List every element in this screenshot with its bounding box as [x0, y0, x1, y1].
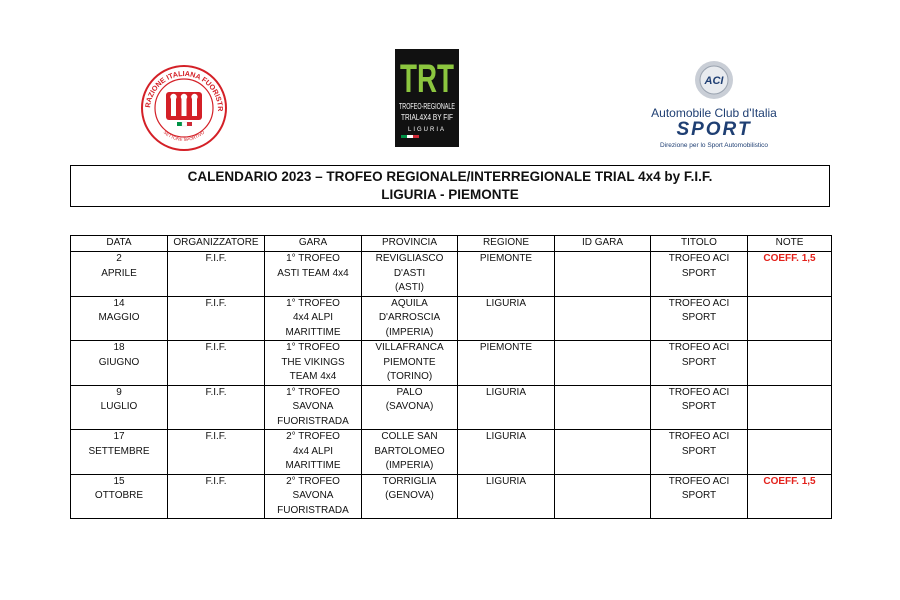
cell-data-line: 2 — [116, 253, 122, 264]
cell-data — [71, 385, 168, 430]
cell-data-line: 18 — [113, 342, 125, 353]
header-organizzatore: ORGANIZZATORE — [168, 236, 265, 252]
cell-gara-line: THE VIKINGS — [281, 356, 345, 368]
cell-titolo — [651, 385, 748, 430]
cell-provincia-line: PIEMONTE — [383, 356, 436, 368]
cell-gara-line: FUORISTRADA — [277, 415, 349, 427]
cell-data-line: APRILE — [101, 267, 137, 279]
header-gara: GARA — [265, 236, 362, 252]
header-regione: REGIONE — [458, 236, 555, 252]
cell-id-gara — [555, 430, 651, 475]
cell-gara — [265, 385, 362, 430]
cell-gara-line: 2° TROFEO — [286, 475, 340, 487]
cell-gara-line: MARITTIME — [285, 460, 341, 471]
cell-id-gara — [555, 474, 651, 519]
aci-logo — [648, 58, 780, 158]
cell-titolo — [651, 296, 748, 341]
cell-note — [748, 341, 832, 386]
cell-gara-line: 4x4 ALPI — [292, 445, 334, 457]
cell-note: COEFF. 1,5 — [748, 474, 832, 519]
cell-provincia-line: (TORINO) — [386, 371, 433, 382]
cell-gara-line: 1° TROFEO — [286, 342, 340, 353]
fif-logo-subtext: SETTORE SPORTIVO — [162, 129, 206, 143]
cell-provincia — [362, 296, 458, 341]
cell-gara-line: ASTI TEAM 4x4 — [277, 267, 349, 279]
cell-titolo-line: SPORT — [681, 356, 717, 368]
cell-id-gara — [555, 252, 651, 297]
cell-organizzatore: F.I.F. — [168, 430, 265, 475]
cell-gara-line: FUORISTRADA — [277, 504, 349, 516]
trt-logo-line2: TRIAL4X4 BY FIF — [401, 113, 454, 122]
cell-regione: LIGURIA — [458, 296, 555, 341]
cell-regione: LIGURIA — [458, 474, 555, 519]
header-data: DATA — [71, 236, 168, 252]
cell-titolo — [651, 341, 748, 386]
cell-provincia — [362, 341, 458, 386]
cell-gara — [265, 252, 362, 297]
cell-data — [71, 430, 168, 475]
cell-titolo-line: SPORT — [681, 445, 717, 457]
title-box — [70, 165, 830, 207]
cell-data — [71, 296, 168, 341]
cell-provincia-line: (ASTI) — [395, 282, 424, 293]
cell-regione: PIEMONTE — [458, 252, 555, 297]
trt-logo — [395, 49, 459, 147]
cell-titolo-line: TROFEO ACI — [668, 342, 730, 353]
cell-note — [748, 296, 832, 341]
cell-regione: LIGURIA — [458, 430, 555, 475]
title-line-2: LIGURIA - PIEMONTE — [381, 187, 519, 202]
cell-provincia-line: (GENOVA) — [385, 490, 434, 501]
cell-organizzatore: F.I.F. — [168, 252, 265, 297]
table-row — [71, 430, 832, 475]
title-line-1: CALENDARIO 2023 – TROFEO REGIONALE/INTERREGIONALE TRIAL 4x4 by F.I.F. — [187, 169, 713, 184]
table-row — [71, 474, 832, 519]
cell-provincia-line: COLLE SAN — [381, 431, 438, 442]
cell-gara-line: 1° TROFEO — [286, 386, 340, 398]
aci-sport: SPORT — [676, 119, 752, 140]
cell-organizzatore: F.I.F. — [168, 385, 265, 430]
cell-provincia-line: TORRIGLIA — [382, 475, 437, 487]
cell-titolo-line: TROFEO ACI — [668, 475, 730, 487]
cell-gara-line: TEAM 4x4 — [289, 371, 337, 382]
cell-titolo — [651, 474, 748, 519]
cell-data-line: SETTEMBRE — [88, 445, 150, 457]
cell-titolo-line: TROFEO ACI — [668, 386, 730, 398]
cell-note: COEFF. 1,5 — [748, 252, 832, 297]
cell-gara-line: MARITTIME — [285, 326, 341, 338]
cell-provincia-line: PALO — [396, 386, 423, 398]
cell-provincia-line: VILLAFRANCA — [375, 342, 444, 353]
header-provincia: PROVINCIA — [362, 236, 458, 252]
header-id-gara: ID GARA — [555, 236, 651, 252]
calendar-table — [70, 235, 832, 519]
cell-note — [748, 430, 832, 475]
cell-gara — [265, 296, 362, 341]
cell-provincia-line: BARTOLOMEO — [374, 445, 445, 457]
cell-provincia-line: AQUILA — [391, 297, 428, 309]
cell-provincia — [362, 252, 458, 297]
aci-badge-text: ACI — [704, 75, 724, 87]
cell-titolo — [651, 430, 748, 475]
cell-gara — [265, 474, 362, 519]
cell-titolo-line: SPORT — [681, 401, 717, 412]
cell-gara-line: 4x4 ALPI — [292, 312, 334, 323]
header-titolo: TITOLO — [651, 236, 748, 252]
trt-logo-line1: TROFEO-REGIONALE — [399, 102, 455, 111]
cell-provincia-line: (IMPERIA) — [385, 326, 434, 338]
cell-gara-line: 2° TROFEO — [286, 431, 340, 442]
fif-logo — [140, 64, 228, 152]
aci-subtitle: Direzione per lo Sport Automobilistico — [659, 142, 769, 149]
cell-titolo-line: TROFEO ACI — [668, 253, 730, 264]
cell-provincia-line: REVIGLIASCO — [375, 253, 444, 264]
cell-gara-line: SAVONA — [292, 490, 334, 501]
cell-gara-line: 1° TROFEO — [286, 297, 340, 309]
cell-titolo — [651, 252, 748, 297]
cell-provincia-line: D'ASTI — [393, 267, 426, 279]
cell-titolo-line: SPORT — [681, 312, 717, 323]
aci-name: Automobile Club d'Italia — [651, 106, 777, 120]
cell-id-gara — [555, 341, 651, 386]
cell-titolo-line: TROFEO ACI — [668, 297, 730, 309]
cell-data — [71, 474, 168, 519]
cell-data-line: MAGGIO — [98, 312, 140, 323]
cell-note — [748, 385, 832, 430]
cell-provincia-line: (IMPERIA) — [385, 460, 434, 471]
cell-organizzatore: F.I.F. — [168, 474, 265, 519]
trt-logo-title: TRT — [400, 57, 454, 101]
cell-data-line: 15 — [113, 475, 125, 487]
cell-gara — [265, 341, 362, 386]
table-row — [71, 385, 832, 430]
trt-logo-line3: LIGURIA — [407, 127, 447, 133]
cell-provincia — [362, 474, 458, 519]
cell-titolo-line: TROFEO ACI — [668, 431, 730, 442]
cell-organizzatore: F.I.F. — [168, 296, 265, 341]
cell-data — [71, 341, 168, 386]
table-row — [71, 252, 832, 297]
cell-regione: PIEMONTE — [458, 341, 555, 386]
cell-data-line: GIUGNO — [98, 356, 140, 368]
cell-titolo-line: SPORT — [681, 267, 717, 279]
cell-regione: LIGURIA — [458, 385, 555, 430]
cell-provincia — [362, 385, 458, 430]
cell-gara-line: 1° TROFEO — [286, 253, 340, 264]
cell-data-line: 14 — [113, 297, 125, 309]
cell-data-line: 17 — [113, 431, 125, 442]
header-note: NOTE — [748, 236, 832, 252]
cell-data-line: 9 — [116, 386, 122, 398]
table-header-row — [71, 236, 832, 252]
cell-provincia-line: D'ARROSCIA — [378, 312, 441, 323]
cell-data — [71, 252, 168, 297]
table-row — [71, 296, 832, 341]
cell-provincia-line: (SAVONA) — [385, 401, 434, 412]
table-row — [71, 341, 832, 386]
cell-data-line: LUGLIO — [100, 401, 138, 412]
cell-data-line: OTTOBRE — [94, 490, 144, 501]
cell-organizzatore: F.I.F. — [168, 341, 265, 386]
cell-id-gara — [555, 296, 651, 341]
cell-titolo-line: SPORT — [681, 490, 717, 501]
cell-gara — [265, 430, 362, 475]
cell-gara-line: SAVONA — [292, 401, 334, 412]
cell-provincia — [362, 430, 458, 475]
fif-logo-text: RAZIONE ITALIANA FUORISTR — [143, 68, 226, 112]
cell-id-gara — [555, 385, 651, 430]
